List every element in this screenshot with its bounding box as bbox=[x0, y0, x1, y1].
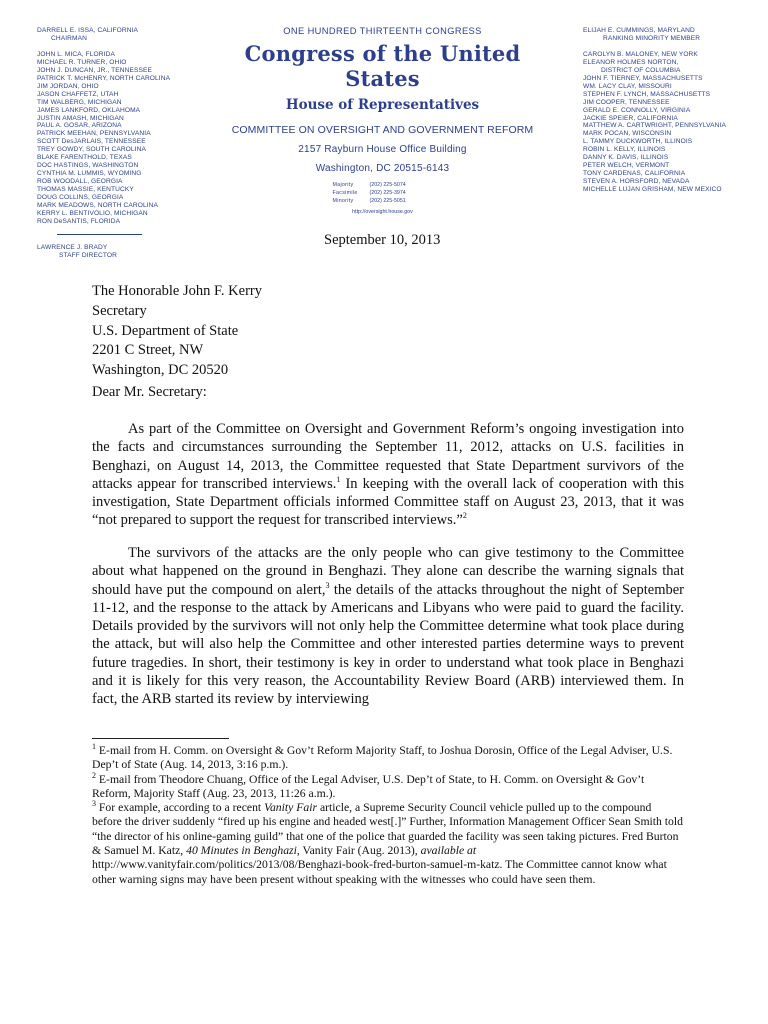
majority-member: TIM WALBERG, MICHIGAN bbox=[37, 98, 122, 106]
letterhead bbox=[215, 26, 550, 215]
majority-member: CYNTHIA M. LUMMIS, WYOMING bbox=[37, 170, 142, 178]
footnote-text: For example, according to a recent bbox=[96, 801, 265, 815]
staff-director-name: LAWRENCE J. BRADY bbox=[37, 243, 108, 251]
phone-number: (202) 225-3974 bbox=[369, 189, 406, 196]
footnote-3 bbox=[92, 801, 684, 887]
footnote-text: E-mail from H. Comm. on Oversight & Gov’t Reform Majority Staff, to Joshua Dorosin, Office of the Legal Adviser, U.S. Dep’t of State (Aug. 14, 2013, 3:16 p.m.). bbox=[92, 744, 673, 772]
office-address: 2157 Rayburn House Office Building bbox=[298, 144, 467, 155]
phone-row bbox=[333, 182, 433, 190]
majority-member: PATRICK MEEHAN, PENNSYLVANIA bbox=[37, 130, 151, 138]
roster-divider bbox=[57, 234, 142, 235]
minority-roster bbox=[583, 27, 768, 194]
footnote-ref-2[interactable]: 2 bbox=[462, 511, 467, 521]
footnote-italic: Vanity Fair bbox=[264, 801, 318, 815]
minority-member: JOHN F. TIERNEY, MASSACHUSETTS bbox=[583, 74, 703, 82]
majority-member-list bbox=[37, 51, 217, 226]
phone-label: Minority bbox=[332, 197, 354, 204]
footnote-text: E-mail from Theodore Chuang, Office of the Legal Adviser, U.S. Dep’t of State, to H. Comm. on Oversight & Gov’t Reform, Majority Staff (Aug. 23, 2013, 11:26 a.m.). bbox=[92, 772, 645, 800]
minority-member: JACKIE SPEIER, CALIFORNIA bbox=[583, 114, 678, 122]
footnote-number: 2 bbox=[92, 770, 96, 780]
majority-member: JASON CHAFFETZ, UTAH bbox=[37, 90, 119, 98]
phone-list bbox=[333, 182, 433, 205]
footnote-text: , Vanity Fair (Aug. 2013), bbox=[296, 844, 421, 858]
footnote-ref-3[interactable]: 3 bbox=[325, 580, 330, 590]
majority-member: SCOTT DesJARLAIS, TENNESSEE bbox=[37, 138, 146, 146]
phone-row bbox=[333, 198, 433, 206]
paragraph-1 bbox=[92, 420, 684, 530]
majority-member: BLAKE FARENTHOLD, TEXAS bbox=[37, 154, 132, 162]
phone-label: Majority bbox=[332, 182, 354, 188]
footnote-text: http://www.vanityfair.com/politics/2013/08/Benghazi-book-fred-burton-samuel-m-katz. The Committee cannot know what other warning signs may have been present without speaking with the witnesses who could have seen them. bbox=[92, 858, 667, 886]
footnotes bbox=[92, 744, 684, 887]
footnote-number: 1 bbox=[92, 742, 96, 752]
minority-member: PETER WELCH, VERMONT bbox=[583, 162, 670, 170]
minority-member: ELEANOR HOLMES NORTON, bbox=[583, 58, 679, 66]
minority-member: STEPHEN F. LYNCH, MASSACHUSETTS bbox=[583, 90, 711, 98]
majority-member: JOHN J. DUNCAN, JR., TENNESSEE bbox=[37, 66, 152, 74]
phone-row bbox=[333, 190, 433, 198]
minority-member: JIM COOPER, TENNESSEE bbox=[583, 98, 670, 106]
minority-member: GERALD E. CONNOLLY, VIRGINIA bbox=[583, 106, 691, 114]
majority-member: JOHN L. MICA, FLORIDA bbox=[37, 50, 115, 58]
minority-member-list bbox=[583, 51, 768, 194]
majority-member: THOMAS MASSIE, KENTUCKY bbox=[37, 186, 134, 194]
footnote-divider bbox=[92, 738, 229, 739]
paragraph-text: the details of the attacks throughout the night of September 11-12, and the response to the attack by Americans and Libyans who were paid to guard the facility. Details provided by the survivors will not only help the Committee determine what took place during the attack, but will also help the Committee and other interested parties determine ways to prevent future tragedies. In short, their testimony is key in order to understand what took place in Benghazi and it is likely for this very reason, the Accountability Review Board (ARB) interviewed them. In fact, the ARB started its review by interviewing bbox=[92, 581, 684, 708]
phone-number: (202) 225-5051 bbox=[369, 197, 406, 204]
majority-member: DOC HASTINGS, WASHINGTON bbox=[37, 162, 139, 170]
minority-member: ROBIN L. KELLY, ILLINOIS bbox=[583, 146, 666, 154]
majority-member: RON DeSANTIS, FLORIDA bbox=[37, 217, 121, 225]
chairman-title: CHAIRMAN bbox=[51, 34, 87, 42]
majority-member: PAUL A. GOSAR, ARIZONA bbox=[37, 122, 122, 130]
salutation: Dear Mr. Secretary: bbox=[92, 384, 207, 400]
footnote-italic: 40 Minutes in Benghazi bbox=[186, 844, 297, 858]
majority-member: PATRICK T. McHENRY, NORTH CAROLINA bbox=[37, 74, 171, 82]
footnote-italic: available at bbox=[420, 844, 477, 858]
minority-member: MATTHEW A. CARTWRIGHT, PENNSYLVANIA bbox=[583, 122, 726, 130]
phone-number: (202) 225-5074 bbox=[369, 182, 406, 188]
minority-member: CAROLYN B. MALONEY, NEW YORK bbox=[583, 50, 698, 58]
footnote-2 bbox=[92, 770, 684, 802]
minority-member: MICHELLE LUJAN GRISHAM, NEW MEXICO bbox=[583, 186, 722, 194]
office-city: Washington, DC 20515-6143 bbox=[315, 163, 450, 174]
recipient-line: The Honorable John F. Kerry bbox=[92, 283, 262, 299]
minority-member: L. TAMMY DUCKWORTH, ILLINOIS bbox=[583, 138, 693, 146]
majority-roster bbox=[37, 27, 217, 260]
minority-member: TONY CARDENAS, CALIFORNIA bbox=[583, 170, 686, 178]
recipient-line: Secretary bbox=[92, 302, 147, 319]
congress-title: Congress of the United States bbox=[244, 41, 521, 91]
paragraph-2 bbox=[92, 544, 684, 709]
ranking-member-name: ELIJAH E. CUMMINGS, MARYLAND bbox=[583, 27, 695, 34]
recipient-address bbox=[92, 282, 262, 381]
recipient-line: Washington, DC 20520 bbox=[92, 362, 229, 379]
footnote-ref-1[interactable]: 1 bbox=[336, 475, 341, 485]
majority-member: JIM JORDAN, OHIO bbox=[37, 82, 99, 90]
footnote-number: 3 bbox=[92, 799, 96, 809]
website-link[interactable]: http://oversight.house.gov bbox=[352, 209, 413, 216]
paragraph-text: In keeping with the overall lack of cooperation with this investigation, State Department officials informed Committee staff on August 23, 2013, that it was “not prepared to support the request for transcribed interviews.” bbox=[92, 475, 684, 529]
minority-member: DISTRICT OF COLUMBIA bbox=[601, 66, 681, 74]
footnote-1 bbox=[92, 744, 684, 773]
phone-label: Facsimile bbox=[332, 189, 358, 196]
footnote-text: article, a Supreme Security Council vehicle pulled up to the compound before the driver suddenly “fired up his engine and headed west[.]” Further, Information Management Officer Sean Smith told “the director of his online-gaming guild” that one of the police that guarded the facility was seen taking pictures. Fred Burton & Samuel M. Katz, bbox=[92, 801, 683, 858]
recipient-line: U.S. Department of State bbox=[92, 322, 239, 339]
committee-name: COMMITTEE ON OVERSIGHT AND GOVERNMENT REFORM bbox=[231, 124, 534, 136]
majority-member: ROB WOODALL, GEORGIA bbox=[37, 178, 123, 186]
chairman-name: DARRELL E. ISSA, CALIFORNIA bbox=[37, 27, 139, 34]
recipient-line: 2201 C Street, NW bbox=[92, 342, 204, 359]
minority-member: STEVEN A. HORSFORD, NEVADA bbox=[583, 178, 690, 186]
majority-member: TREY GOWDY, SOUTH CAROLINA bbox=[37, 146, 146, 154]
majority-member: DOUG COLLINS, GEORGIA bbox=[37, 194, 124, 202]
majority-member: MICHAEL R. TURNER, OHIO bbox=[37, 58, 127, 66]
minority-member: MARK POCAN, WISCONSIN bbox=[583, 130, 672, 138]
majority-member: JUSTIN AMASH, MICHIGAN bbox=[37, 114, 124, 122]
paragraph-text: The survivors of the attacks are the only people who can give testimony to the Committee about what happened on the ground in Benghazi. They alone can describe the warning signals that should have put the compound on alert, bbox=[92, 545, 684, 598]
staff-director-title: STAFF DIRECTOR bbox=[59, 251, 117, 259]
congress-number: ONE HUNDRED THIRTEENTH CONGRESS bbox=[283, 26, 482, 36]
minority-member: DANNY K. DAVIS, ILLINOIS bbox=[583, 154, 669, 162]
house-title: House of Representatives bbox=[285, 97, 480, 113]
paragraph-text: As part of the Committee on Oversight and Government Reform’s ongoing investigation into the facts and circumstances surrounding the September 11, 2012, attacks on U.S. facilities in Benghazi, on August 14, 2013, the Committee requested that State Department survivors of the attacks appear for transcribed interviews. bbox=[92, 421, 684, 492]
minority-member: WM. LACY CLAY, MISSOURI bbox=[583, 82, 672, 90]
ranking-member-title: RANKING MINORITY MEMBER bbox=[603, 34, 701, 42]
letter-date: September 10, 2013 bbox=[324, 232, 441, 248]
majority-member: JAMES LANKFORD, OKLAHOMA bbox=[37, 106, 141, 114]
majority-member: MARK MEADOWS, NORTH CAROLINA bbox=[37, 202, 159, 210]
majority-member: KERRY L. BENTIVOLIO, MICHIGAN bbox=[37, 209, 148, 217]
